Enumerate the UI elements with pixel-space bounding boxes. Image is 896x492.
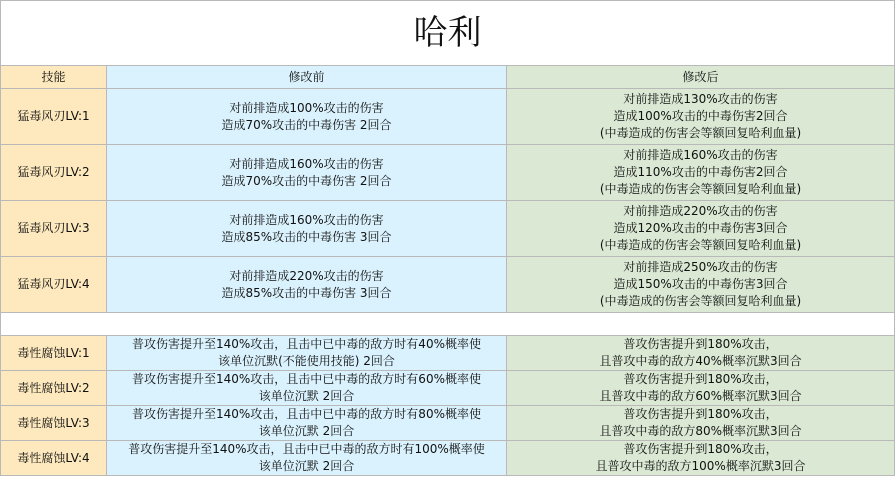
before-line: 对前排造成220%攻击的伤害 (229, 268, 384, 283)
table-row (1, 371, 895, 406)
before-line: 普攻伤害提升至140%攻击，且击中已中毒的敌方时有100%概率使 (128, 442, 485, 456)
before-cell (107, 257, 507, 313)
before-line: 普攻伤害提升至140%攻击，且击中已中毒的敌方时有40%概率使 (132, 337, 481, 351)
skill-name: 毒性腐蚀LV:3 (1, 406, 107, 441)
skill-name: 毒性腐蚀LV:1 (1, 336, 107, 371)
after-line: 且普攻中毒的敌方80%概率沉默3回合 (599, 424, 802, 438)
before-line: 该单位沉默 2回合 (258, 424, 355, 438)
before-line: 对前排造成100%攻击的伤害 (229, 100, 384, 115)
after-line: (中毒造成的伤害会等额回复哈利血量) (599, 182, 802, 196)
table-row (1, 441, 895, 476)
header-skill: 技能 (1, 66, 107, 89)
after-line: 普攻伤害提升到180%攻击， (623, 337, 778, 351)
before-line: 该单位沉默 2回合 (258, 459, 355, 473)
after-line: (中毒造成的伤害会等额回复哈利血量) (599, 238, 802, 252)
before-line: 对前排造成160%攻击的伤害 (229, 212, 384, 227)
table-row (1, 336, 895, 371)
skill-name: 猛毒风刃LV:1 (1, 89, 107, 145)
after-line: 造成120%攻击的中毒伤害3回合 (613, 221, 788, 235)
table-row (1, 201, 895, 257)
before-cell (107, 336, 507, 371)
before-line: 普攻伤害提升至140%攻击，且击中已中毒的敌方时有60%概率使 (132, 372, 481, 386)
after-line: 造成110%攻击的中毒伤害2回合 (613, 165, 788, 179)
table-row (1, 145, 895, 201)
after-cell (507, 406, 895, 441)
before-line: 该单位沉默(不能使用技能) 2回合 (218, 354, 395, 368)
after-cell (507, 145, 895, 201)
header-before: 修改前 (107, 66, 507, 89)
after-line: 普攻伤害提升到180%攻击， (623, 372, 778, 386)
before-line: 普攻伤害提升至140%攻击，且击中已中毒的敌方时有80%概率使 (132, 407, 481, 421)
after-line: 且普攻中毒的敌方40%概率沉默3回合 (599, 354, 802, 368)
skill-name: 毒性腐蚀LV:4 (1, 441, 107, 476)
before-cell (107, 406, 507, 441)
after-cell (507, 336, 895, 371)
after-line: 造成150%攻击的中毒伤害3回合 (613, 277, 788, 291)
after-line: 且普攻中毒的敌方60%概率沉默3回合 (599, 389, 802, 403)
after-line: (中毒造成的伤害会等额回复哈利血量) (599, 294, 802, 308)
skill-name: 猛毒风刃LV:4 (1, 257, 107, 313)
after-line: (中毒造成的伤害会等额回复哈利血量) (599, 126, 802, 140)
before-cell (107, 89, 507, 145)
before-line: 该单位沉默 2回合 (258, 389, 355, 403)
after-line: 对前排造成220%攻击的伤害 (623, 204, 778, 218)
before-line: 对前排造成160%攻击的伤害 (229, 156, 384, 171)
skill-name: 猛毒风刃LV:3 (1, 201, 107, 257)
skill-name: 猛毒风刃LV:2 (1, 145, 107, 201)
before-cell (107, 371, 507, 406)
before-cell (107, 145, 507, 201)
before-cell (107, 201, 507, 257)
after-line: 普攻伤害提升到180%攻击， (623, 442, 778, 456)
before-cell (107, 441, 507, 476)
after-line: 对前排造成160%攻击的伤害 (623, 148, 778, 162)
skill-name: 毒性腐蚀LV:2 (1, 371, 107, 406)
after-line: 造成100%攻击的中毒伤害2回合 (613, 109, 788, 123)
after-line: 对前排造成130%攻击的伤害 (623, 92, 778, 106)
after-cell (507, 257, 895, 313)
after-line: 且普攻中毒的敌方100%概率沉默3回合 (595, 459, 806, 473)
table-row (1, 257, 895, 313)
before-line: 造成85%攻击的中毒伤害 3回合 (221, 285, 392, 300)
header-row (1, 66, 895, 89)
after-cell (507, 441, 895, 476)
header-after: 修改后 (507, 66, 895, 89)
page-title: 哈利 (1, 1, 895, 66)
before-line: 造成85%攻击的中毒伤害 3回合 (221, 229, 392, 244)
spacer-row (1, 313, 895, 336)
table-row (1, 89, 895, 145)
table-row (1, 406, 895, 441)
after-cell (507, 89, 895, 145)
after-line: 普攻伤害提升到180%攻击， (623, 407, 778, 421)
after-cell (507, 371, 895, 406)
before-line: 造成70%攻击的中毒伤害 2回合 (221, 117, 392, 132)
after-line: 对前排造成250%攻击的伤害 (623, 260, 778, 274)
after-cell (507, 201, 895, 257)
before-line: 造成70%攻击的中毒伤害 2回合 (221, 173, 392, 188)
spacer-cell (1, 313, 895, 336)
